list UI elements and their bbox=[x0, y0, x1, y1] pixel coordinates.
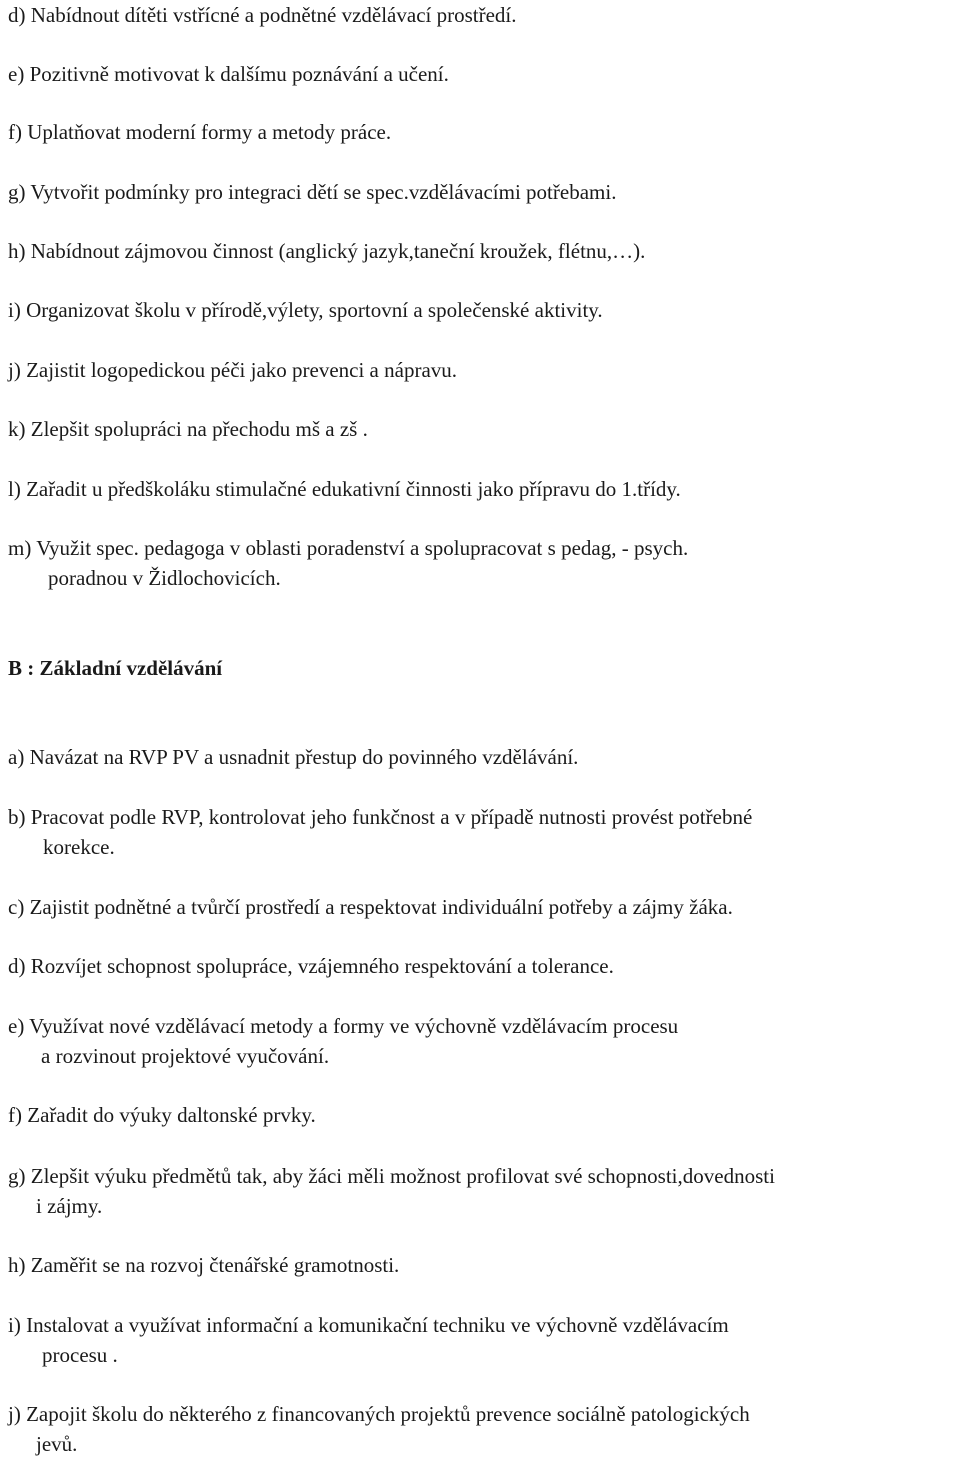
list-item-continuation: a rozvinout projektové vyučování. bbox=[41, 1044, 330, 1068]
list-item: g) Zlepšit výuku předmětů tak, aby žáci měli možnost profilovat své schopnosti,dovednosti bbox=[8, 1164, 775, 1188]
list-item: b) Pracovat podle RVP, kontrolovat jeho funkčnost a v případě nutnosti provést potřebné bbox=[8, 805, 753, 829]
list-item: g) Vytvořit podmínky pro integraci dětí se spec.vzdělávacími potřebami. bbox=[8, 180, 617, 204]
list-item: j) Zajistit logopedickou péči jako prevenci a nápravu. bbox=[8, 358, 458, 382]
list-item: h) Zaměřit se na rozvoj čtenářské gramotnosti. bbox=[8, 1253, 400, 1277]
list-item: f) Uplatňovat moderní formy a metody práce. bbox=[8, 120, 392, 144]
list-item: d) Nabídnout dítěti vstřícné a podnětné vzdělávací prostředí. bbox=[8, 3, 517, 27]
list-item: e) Využívat nové vzdělávací metody a formy ve výchovně vzdělávacím procesu bbox=[8, 1014, 679, 1038]
list-item-continuation: procesu . bbox=[42, 1343, 118, 1367]
list-item: m) Využit spec. pedagoga v oblasti poradenství a spolupracovat s pedag, - psych. bbox=[8, 536, 689, 560]
list-item: e) Pozitivně motivovat k dalšímu poznávání a učení. bbox=[8, 62, 449, 86]
list-item: h) Nabídnout zájmovou činnost (anglický jazyk,taneční kroužek, flétnu,…). bbox=[8, 239, 646, 263]
list-item-continuation: korekce. bbox=[43, 835, 115, 859]
list-item: k) Zlepšit spolupráci na přechodu mš a zš . bbox=[8, 417, 368, 441]
list-item-continuation: jevů. bbox=[36, 1432, 78, 1456]
list-item: i) Organizovat školu v přírodě,výlety, sportovní a společenské aktivity. bbox=[8, 298, 603, 322]
list-item: a) Navázat na RVP PV a usnadnit přestup do povinného vzdělávání. bbox=[8, 745, 579, 769]
list-item: f) Zařadit do výuky daltonské prvky. bbox=[8, 1103, 316, 1127]
list-item-continuation: i zájmy. bbox=[36, 1194, 103, 1218]
section-heading: B : Základní vzdělávání bbox=[8, 656, 223, 680]
list-item: l) Zařadit u předškoláku stimulačné edukativní činnosti jako přípravu do 1.třídy. bbox=[8, 477, 681, 501]
list-item: c) Zajistit podnětné a tvůrčí prostředí a respektovat individuální potřeby a zájmy žáka. bbox=[8, 895, 733, 919]
list-item-continuation: poradnou v Židlochovicích. bbox=[48, 566, 281, 590]
list-item: d) Rozvíjet schopnost spolupráce, vzájemného respektování a tolerance. bbox=[8, 954, 614, 978]
list-item: i) Instalovat a využívat informační a komunikační techniku ve výchovně vzdělávacím bbox=[8, 1313, 729, 1337]
list-item: j) Zapojit školu do některého z financovaných projektů prevence sociálně patologických bbox=[8, 1402, 750, 1426]
